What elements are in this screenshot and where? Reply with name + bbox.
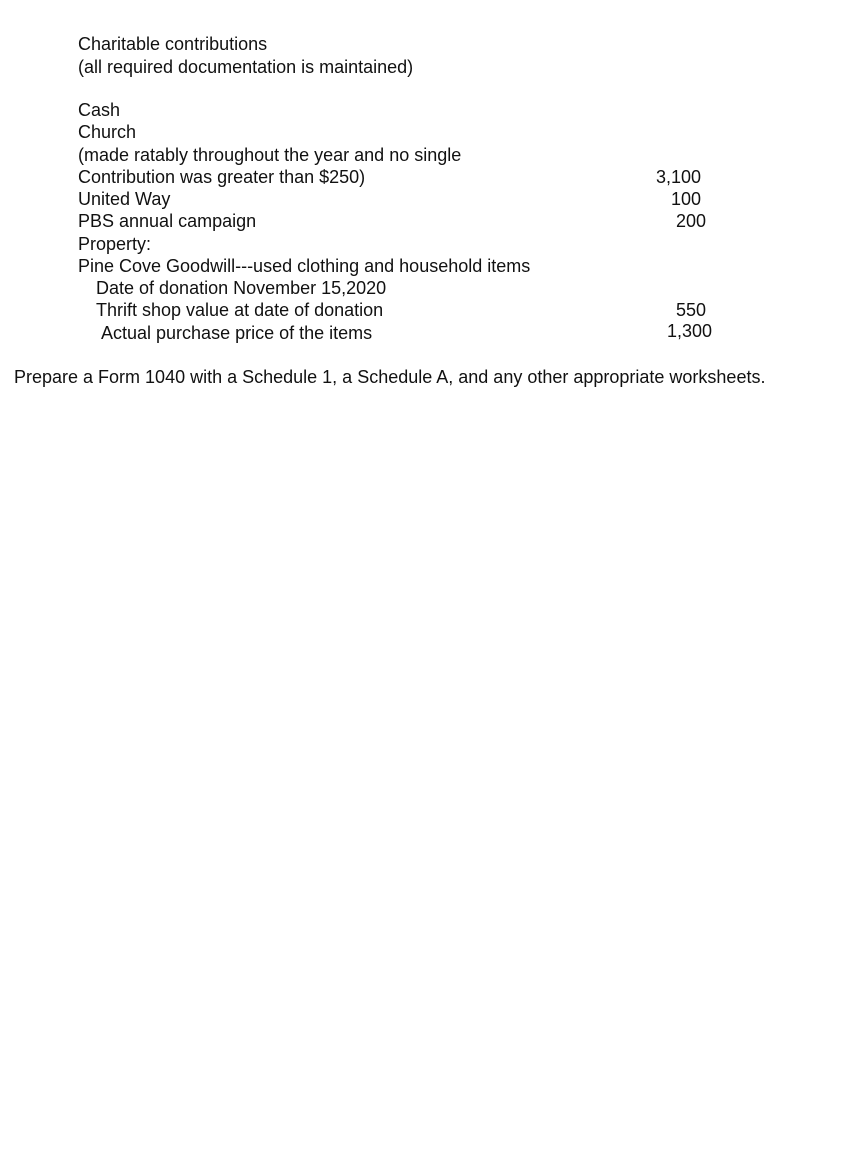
- donation-date: Date of donation November 15,2020: [96, 278, 387, 298]
- church-label: Church: [78, 122, 137, 142]
- pbs-label: PBS annual campaign: [78, 211, 257, 231]
- thrift-value-amount: 550: [675, 300, 706, 320]
- thrift-value-label: Thrift shop value at date of donation: [96, 300, 384, 320]
- goodwill-label: Pine Cove Goodwill---used clothing and household items: [78, 256, 531, 276]
- church-note-line1: (made ratably throughout the year and no single: [78, 145, 462, 165]
- pbs-amount: 200: [675, 211, 706, 231]
- contributions-heading: Charitable contributions: [78, 34, 268, 54]
- united-way-amount: 100: [670, 189, 701, 209]
- purchase-price-label: Actual purchase price of the items: [101, 323, 373, 343]
- cash-label: Cash: [78, 100, 121, 120]
- church-amount: 3,100: [655, 167, 701, 187]
- property-label: Property:: [78, 234, 152, 254]
- purchase-price-amount: 1,300: [666, 321, 712, 341]
- documentation-note: (all required documentation is maintained): [78, 57, 414, 77]
- church-note-line2: Contribution was greater than $250): [78, 167, 366, 187]
- united-way-label: United Way: [78, 189, 171, 209]
- instruction-text: Prepare a Form 1040 with a Schedule 1, a Schedule A, and any other appropriate worksheets.: [14, 367, 766, 387]
